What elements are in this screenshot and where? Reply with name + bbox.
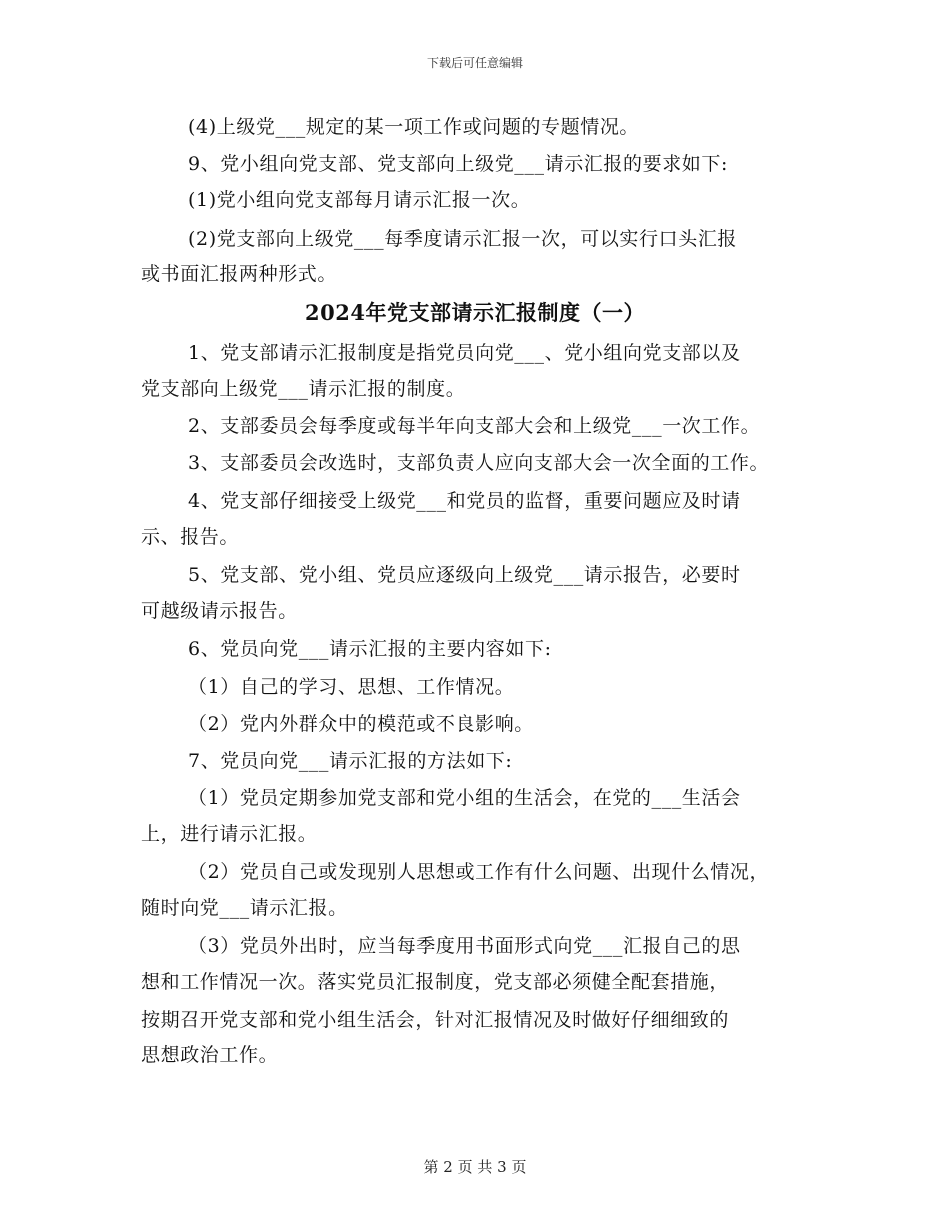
text-line: 想和工作情况一次。落实党员汇报制度，党支部必须健全配套措施，	[141, 971, 730, 993]
text-line: 或书面汇报两种形式。	[141, 263, 338, 285]
text-line: 随时向党___请示汇报。	[141, 897, 348, 919]
text-line: （1）自己的学习、思想、工作情况。	[188, 676, 515, 698]
text-line: 按期召开党支部和党小组生活会，针对汇报情况及时做好仔细细致的	[141, 1009, 730, 1031]
text-line: （2）党内外群众中的模范或不良影响。	[188, 713, 534, 735]
text-line: 5、党支部、党小组、党员应逐级向上级党___请示报告，必要时	[188, 564, 741, 586]
text-line: 1、党支部请示汇报制度是指党员向党___、党小组向党支部以及	[188, 342, 741, 364]
page-footer: 第 2 页 共 3 页	[423, 1158, 527, 1176]
text-line: （1）党员定期参加党支部和党小组的生活会，在党的___生活会	[188, 787, 741, 809]
text-line: 思想政治工作。	[141, 1044, 279, 1066]
text-line: 3、支部委员会改选时，支部负责人应向支部大会一次全面的工作。	[188, 452, 770, 474]
page-header: 下载后可任意编辑	[426, 56, 523, 70]
text-line: 示、报告。	[141, 526, 240, 548]
text-line: 4、党支部仔细接受上级党___和党员的监督，重要问题应及时请	[188, 490, 741, 512]
text-line: 上，进行请示汇报。	[141, 823, 318, 845]
section-title: 2024年党支部请示汇报制度（一）	[305, 300, 645, 325]
text-line: （3）党员外出时，应当每季度用书面形式向党___汇报自己的思	[188, 935, 741, 957]
text-line: （2）党员自己或发现别人思想或工作有什么问题、出现什么情况，	[188, 861, 770, 883]
text-line: 可越级请示报告。	[141, 600, 298, 622]
text-line: 9、党小组向党支部、党支部向上级党___请示汇报的要求如下:	[188, 153, 728, 175]
text-line: 2、支部委员会每季度或每半年向支部大会和上级党___一次工作。	[188, 415, 761, 437]
text-line: (2)党支部向上级党___每季度请示汇报一次，可以实行口头汇报	[188, 228, 738, 250]
text-line: 党支部向上级党___请示汇报的制度。	[141, 378, 466, 400]
text-line: (4)上级党___规定的某一项工作或问题的专题情况。	[188, 116, 640, 138]
text-line: 7、党员向党___请示汇报的方法如下:	[188, 750, 513, 772]
text-line: (1)党小组向党支部每月请示汇报一次。	[188, 189, 531, 211]
text-line: 6、党员向党___请示汇报的主要内容如下:	[188, 638, 552, 660]
